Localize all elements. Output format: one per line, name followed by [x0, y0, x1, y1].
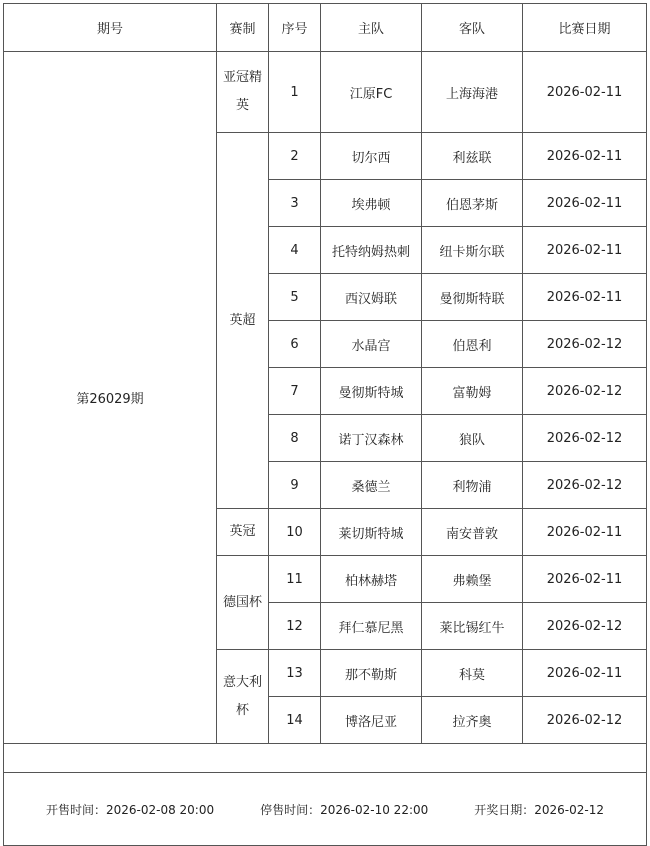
- away-team: 科莫: [422, 650, 523, 697]
- draw-date: 开奖日期：2026-02-12: [474, 802, 605, 817]
- away-team: 纽卡斯尔联: [422, 227, 523, 274]
- match-date: 2026-02-12: [523, 321, 647, 368]
- header-away-team: 客队: [422, 4, 523, 52]
- away-team: 伯恩茅斯: [422, 180, 523, 227]
- match-date: 2026-02-12: [523, 462, 647, 509]
- match-number: 13: [269, 650, 321, 697]
- header-period: 期号: [4, 4, 217, 52]
- match-number: 14: [269, 697, 321, 744]
- away-team: 莱比锡红牛: [422, 603, 523, 650]
- table-row: [4, 52, 647, 133]
- match-date: 2026-02-12: [523, 697, 647, 744]
- home-team: 江原FC: [321, 52, 422, 133]
- header-row: [4, 4, 647, 52]
- home-team: 水晶宫: [321, 321, 422, 368]
- away-team: 伯恩利: [422, 321, 523, 368]
- match-number: 10: [269, 509, 321, 556]
- blank-row: [4, 744, 647, 773]
- sale-start-time: 开售时间：2026-02-08 20:00: [45, 802, 215, 817]
- home-team: 博洛尼亚: [321, 697, 422, 744]
- match-date: 2026-02-12: [523, 415, 647, 462]
- match-number: 11: [269, 556, 321, 603]
- match-date: 2026-02-11: [523, 52, 647, 133]
- competition-championship: 英冠: [217, 509, 269, 556]
- home-team: 西汉姆联: [321, 274, 422, 321]
- footer-row: [4, 773, 647, 846]
- sale-stop-time: 停售时间：2026-02-10 22:00: [260, 802, 429, 817]
- match-date: 2026-02-11: [523, 227, 647, 274]
- home-team: 桑德兰: [321, 462, 422, 509]
- header-home-team: 主队: [321, 4, 422, 52]
- home-team: 托特纳姆热刺: [321, 227, 422, 274]
- competition-dfb-pokal: 德国杯: [217, 556, 269, 650]
- match-number: 8: [269, 415, 321, 462]
- period-label: 第26029期: [4, 52, 217, 744]
- home-team: 切尔西: [321, 133, 422, 180]
- home-team: 曼彻斯特城: [321, 368, 422, 415]
- match-number: 6: [269, 321, 321, 368]
- match-number: 1: [269, 52, 321, 133]
- home-team: 柏林赫塔: [321, 556, 422, 603]
- match-date: 2026-02-11: [523, 650, 647, 697]
- home-team: 莱切斯特城: [321, 509, 422, 556]
- competition-coppa-italia: 意大利杯: [217, 650, 269, 744]
- away-team: 拉齐奥: [422, 697, 523, 744]
- match-number: 5: [269, 274, 321, 321]
- match-date: 2026-02-11: [523, 180, 647, 227]
- match-date: 2026-02-11: [523, 556, 647, 603]
- away-team: 南安普敦: [422, 509, 523, 556]
- match-number: 9: [269, 462, 321, 509]
- match-date: 2026-02-12: [523, 603, 647, 650]
- blank-cell: [4, 744, 647, 773]
- away-team: 利物浦: [422, 462, 523, 509]
- match-date: 2026-02-11: [523, 133, 647, 180]
- footer-cell: [4, 773, 647, 846]
- header-index: 序号: [269, 4, 321, 52]
- away-team: 狼队: [422, 415, 523, 462]
- match-number: 2: [269, 133, 321, 180]
- header-match-date: 比赛日期: [523, 4, 647, 52]
- footer-info: [4, 801, 646, 818]
- match-number: 12: [269, 603, 321, 650]
- competition-epl: 英超: [217, 133, 269, 509]
- match-number: 3: [269, 180, 321, 227]
- away-team: 曼彻斯特联: [422, 274, 523, 321]
- home-team: 埃弗顿: [321, 180, 422, 227]
- away-team: 利兹联: [422, 133, 523, 180]
- match-number: 4: [269, 227, 321, 274]
- match-date: 2026-02-11: [523, 509, 647, 556]
- away-team: 上海海港: [422, 52, 523, 133]
- home-team: 那不勒斯: [321, 650, 422, 697]
- competition-acl: 亚冠精英: [217, 52, 269, 133]
- match-schedule-table: [3, 3, 647, 846]
- match-date: 2026-02-11: [523, 274, 647, 321]
- header-competition: 赛制: [217, 4, 269, 52]
- away-team: 富勒姆: [422, 368, 523, 415]
- match-date: 2026-02-12: [523, 368, 647, 415]
- match-number: 7: [269, 368, 321, 415]
- home-team: 拜仁慕尼黑: [321, 603, 422, 650]
- away-team: 弗赖堡: [422, 556, 523, 603]
- home-team: 诺丁汉森林: [321, 415, 422, 462]
